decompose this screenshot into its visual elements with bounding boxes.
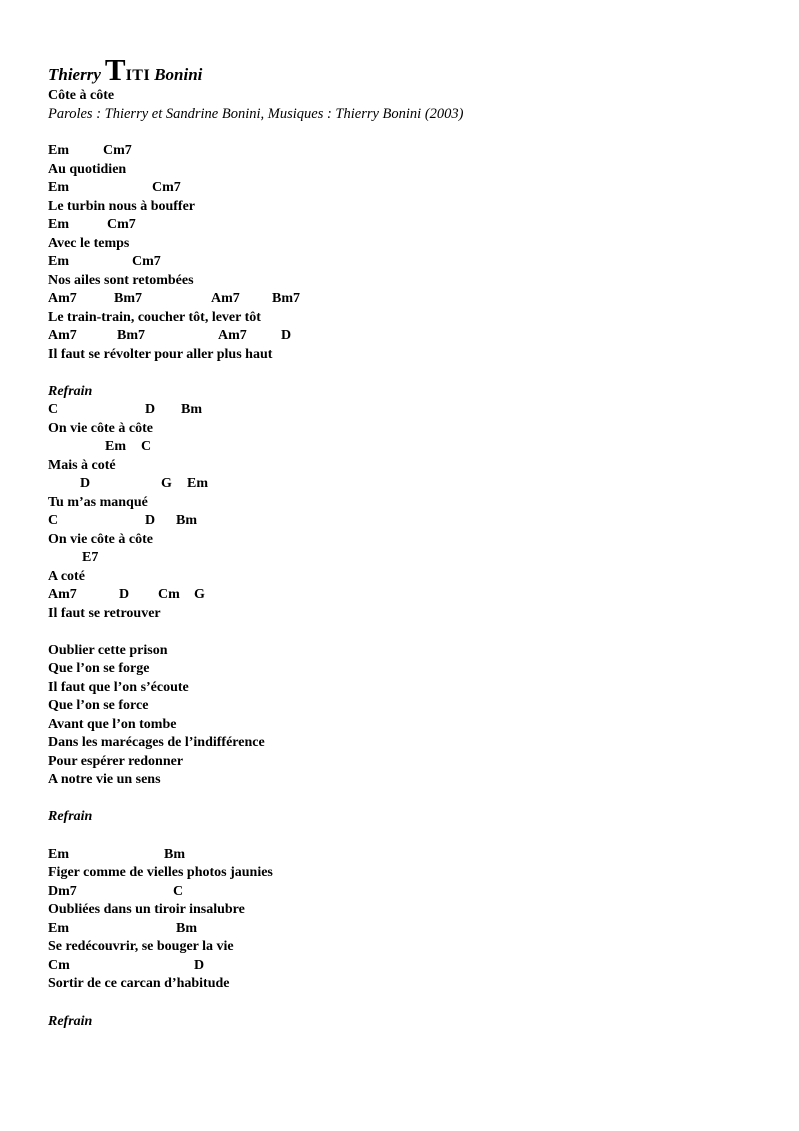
chord: Bm7 — [114, 291, 142, 306]
chord: D — [281, 328, 292, 343]
chord: Am7 — [48, 328, 77, 343]
chord: Bm — [176, 921, 197, 936]
chord: Bm7 — [117, 328, 145, 343]
chord: Bm7 — [272, 291, 300, 306]
lyric-line: Nos ailes sont retombées — [48, 273, 194, 288]
song-credits: Paroles : Thierry et Sandrine Bonini, Musiques : Thierry Bonini (2003) — [48, 106, 464, 122]
chord-line — [48, 883, 184, 901]
lyric-line: Le train-train, coucher tôt, lever tôt — [48, 310, 261, 325]
chord: Am7 — [211, 291, 240, 306]
chord-line — [48, 957, 205, 975]
lyric-line: Tu m’as manqué — [48, 495, 148, 510]
song-title: Côte à côte — [48, 88, 115, 103]
chord-line — [48, 179, 181, 197]
lyric-line: Il faut se retrouver — [48, 606, 161, 621]
lyric-line: Que l’on se forge — [48, 661, 150, 676]
chord-line — [48, 846, 185, 864]
lyric-line: Avec le temps — [48, 236, 130, 251]
chord-line — [48, 216, 136, 234]
lyric-line: Avant que l’on tombe — [48, 717, 177, 732]
lyric-line: Dans les marécages de l’indifférence — [48, 735, 265, 750]
author-name — [48, 52, 202, 88]
chord-line — [48, 438, 152, 456]
chord: Em — [48, 180, 69, 195]
lyric-line: Que l’on se force — [48, 698, 149, 713]
lyric-line: On vie côte à côte — [48, 532, 153, 547]
chord: Am7 — [218, 328, 247, 343]
chord: Bm — [164, 847, 185, 862]
lyric-line: Il faut que l’on s’écoute — [48, 680, 189, 695]
chord-line — [48, 475, 208, 493]
chord: G — [161, 476, 172, 491]
refrain-label: Refrain — [48, 1014, 93, 1029]
chord: D — [145, 402, 156, 417]
chord: Em — [187, 476, 208, 491]
chord: Cm7 — [107, 217, 136, 232]
chord: Cm7 — [152, 180, 181, 195]
chord: C — [173, 884, 184, 899]
chord: D — [80, 476, 91, 491]
chord: E7 — [82, 550, 99, 565]
chord: Am7 — [48, 291, 77, 306]
chord-line — [48, 401, 202, 419]
chord: D — [194, 958, 205, 973]
lyric-line: Au quotidien — [48, 162, 127, 177]
refrain-label: Refrain — [48, 809, 93, 824]
chord-line — [48, 253, 161, 271]
chord: Em — [48, 847, 69, 862]
author-first-name: Thierry — [48, 65, 101, 84]
lyric-line: Oubliées dans un tiroir insalubre — [48, 902, 245, 917]
chord: Cm — [48, 958, 70, 973]
chord: Bm — [176, 513, 197, 528]
chord-line — [48, 920, 197, 938]
chord: D — [145, 513, 156, 528]
chord: Am7 — [48, 587, 77, 602]
chord: G — [194, 587, 205, 602]
chord: Dm7 — [48, 884, 77, 899]
author-last-name: Bonini — [154, 65, 203, 84]
lyric-line: Se redécouvrir, se bouger la vie — [48, 939, 234, 954]
chord: Em — [105, 439, 126, 454]
chord: Cm7 — [132, 254, 161, 269]
chord: C — [48, 513, 59, 528]
lyric-line: Pour espérer redonner — [48, 754, 184, 769]
lyric-line: Sortir de ce carcan d’habitude — [48, 976, 230, 991]
author-nickname-rest: ITI — [125, 67, 151, 84]
lyric-line: A coté — [48, 569, 85, 584]
refrain-label: Refrain — [48, 384, 93, 399]
chord-line — [48, 512, 197, 530]
author-nickname-initial: T — [104, 52, 126, 87]
lyric-line: Figer comme de vielles photos jaunies — [48, 865, 273, 880]
lyric-line: Le turbin nous à bouffer — [48, 199, 196, 214]
lyric-line: A notre vie un sens — [48, 772, 161, 787]
chord-line — [48, 586, 205, 604]
lyric-line: On vie côte à côte — [48, 421, 153, 436]
chord: D — [119, 587, 130, 602]
chord: Bm — [181, 402, 202, 417]
chord: C — [48, 402, 59, 417]
chord: Em — [48, 143, 69, 158]
lyric-line: Il faut se révolter pour aller plus haut — [48, 347, 273, 362]
chord-line — [48, 142, 132, 160]
chord-line — [48, 290, 300, 308]
chord: Em — [48, 254, 69, 269]
chord: Cm7 — [103, 143, 132, 158]
lyric-line: Oublier cette prison — [48, 643, 168, 658]
chord-line — [48, 549, 99, 567]
chord: Em — [48, 921, 69, 936]
chord: Cm — [158, 587, 180, 602]
chord: C — [141, 439, 152, 454]
chord-line — [48, 327, 292, 345]
lyric-line: Mais à coté — [48, 458, 116, 473]
chord: Em — [48, 217, 69, 232]
